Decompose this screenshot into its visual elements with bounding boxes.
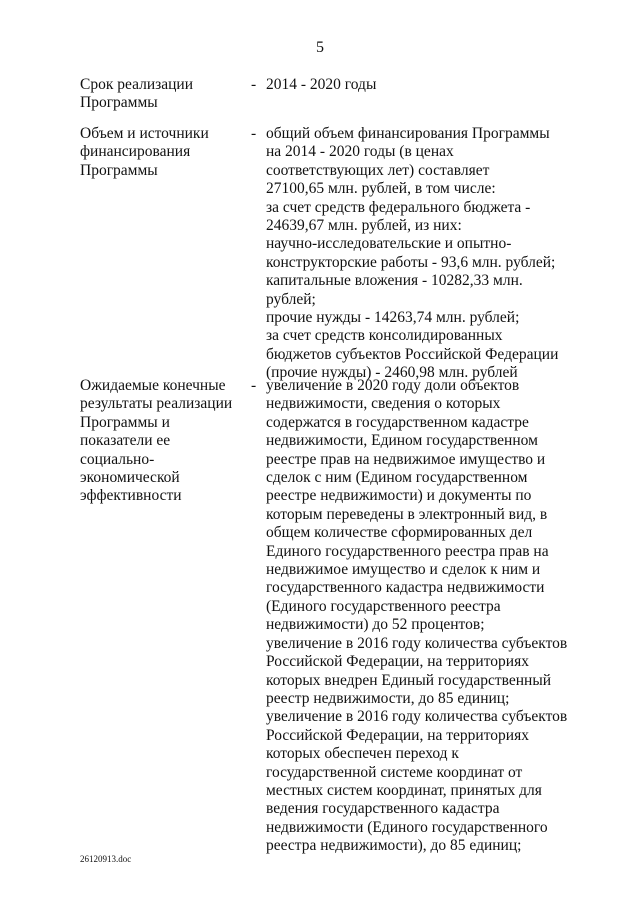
funding-value: общий объем финансирования Программы на 2014 - 2020 годы (в ценах соответствующих лет) составляет 27100,65 млн. рублей, в том числе: за счет средств федерального бюджета - 24639,67 млн. рублей, из них: научно-исследовательские и опытно- конструкторские работы - 93,6 млн. рублей; капитальные вложения - 10282,33 млн. рублей; прочие нужды - 14263,74 млн. рублей; за счет средств консолидированных бюджетов субъектов Российской Федерации (прочие нужды) - 2460,98 млн. рублей	[266, 125, 559, 382]
page-number: 5	[316, 39, 324, 56]
program-term-value: 2014 - 2020 годы	[266, 76, 377, 93]
program-term-label: Срок реализации Программы	[80, 76, 193, 112]
program-term-dash: -	[251, 76, 257, 93]
funding-dash: -	[251, 125, 257, 142]
expected-results-label: Ожидаемые конечные результаты реализации Программы и показатели ее социально- экономической эффективности	[80, 377, 233, 505]
document-filename: 26120913.doc	[80, 854, 132, 864]
expected-results-value: увеличение в 2020 году доли объектов недвижимости, сведения о которых содержатся в государственном кадастре недвижимости, Едином государственном реестре прав на недвижимое имущество и сделок с ним (Едином государственном реестре недвижимости) и документы по которым переведены в электронный вид, в общем количестве сформированных дел Единого государственного реестра прав на недвижимое имущество и сделок к ним и государственного кадастра недвижимости (Единого государственного реестра недвижимости) до 52 процентов; увеличение в 2016 году количества субъектов Российской Федерации, на территориях которых внедрен Единый государственный реестр недвижимости, до 85 единиц; увеличение в 2016 году количества субъектов Российской Федерации, на территориях которых обеспечен переход к государственной системе координат от местных систем координат, принятых для ведения государственного кадастра недвижимости (Единого государственного реестра недвижимости), до 85 единиц;	[266, 377, 568, 855]
funding-label: Объем и источники финансирования Программы	[80, 125, 209, 179]
expected-results-dash: -	[251, 377, 257, 394]
